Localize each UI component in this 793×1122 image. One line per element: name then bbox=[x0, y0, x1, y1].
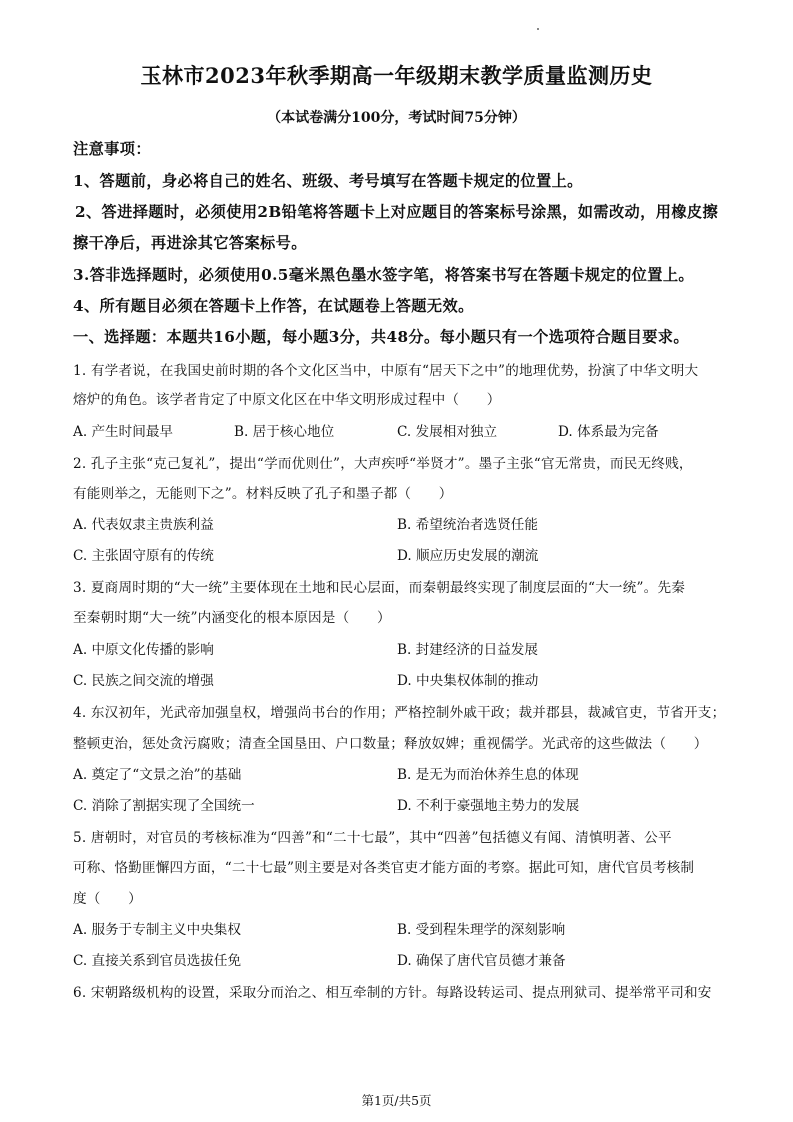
question-text: 3. 夏商周时期的“大一统”主要体现在土地和民心层面，而秦朝最终实现了制度层面的“大一统”。先秦 bbox=[73, 580, 686, 596]
option-a: A. 代表奴隶主贵族利益 bbox=[73, 517, 214, 533]
option-c: C. 消除了割据实现了全国统一 bbox=[73, 798, 255, 814]
question-text: 2. 孔子主张“克己复礼”，提出“学而优则仕”，大声疾呼“举贤才”。墨子主张“官无常贵，而民无终贱， bbox=[73, 456, 693, 472]
option-d: D. 体系最为完备 bbox=[558, 424, 659, 440]
option-a: A. 服务于专制主义中央集权 bbox=[73, 922, 241, 938]
option-d: D. 顺应历史发展的潮流 bbox=[397, 548, 539, 564]
notice-item: 擦干净后，再进涂其它答案标号。 bbox=[73, 234, 307, 252]
option-b: B. 受到程朱理学的深刻影响 bbox=[397, 922, 566, 938]
question-text: 至秦朝时期“大一统”内涵变化的根本原因是（ ） bbox=[73, 610, 391, 626]
question-text: 可称、恪勤匪懈四方面，“二十七最”则主要是对各类官吏才能方面的考察。据此可知，唐代官员考核制 bbox=[73, 860, 695, 876]
question-text: 熔炉的角色。该学者肯定了中原文化区在中华文明形成过程中（ ） bbox=[73, 392, 501, 408]
option-a: A. 奠定了“文景之治”的基础 bbox=[73, 767, 242, 783]
option-d: D. 确保了唐代官员德才兼备 bbox=[397, 953, 566, 969]
question-text: 有能则举之，无能则下之”。材料反映了孔子和墨子都（ ） bbox=[73, 486, 453, 502]
option-c: C. 发展相对独立 bbox=[397, 424, 498, 440]
option-c: C. 直接关系到官员选拔任免 bbox=[73, 953, 242, 969]
page-number: 第1页/共5页 bbox=[361, 1093, 432, 1108]
question-text: 1. 有学者说，在我国史前时期的各个文化区当中，中原有“居天下之中”的地理优势，扮演了中华文明大 bbox=[73, 363, 699, 379]
notice-item: 1、答题前，身必将自己的姓名、班级、考号填写在答题卡规定的位置上。 bbox=[73, 172, 583, 190]
exam-info: （本试卷满分100分，考试时间75分钟） bbox=[267, 110, 526, 126]
option-a: A. 产生时间最早 bbox=[73, 424, 174, 440]
notice-item: 4、所有题目必须在答题卡上作答，在试题卷上答题无效。 bbox=[73, 297, 474, 315]
option-b: B. 封建经济的日益发展 bbox=[397, 642, 538, 658]
scan-dot bbox=[537, 28, 539, 30]
question-text: 度（ ） bbox=[73, 891, 142, 907]
page-title: 玉林市2023年秋季期高一年级期末教学质量监测历史 bbox=[140, 63, 653, 88]
question-text: 6. 宋朝路级机构的设置，采取分而治之、相互牵制的方针。每路设转运司、提点刑狱司、提举常平司和安 bbox=[73, 985, 712, 1001]
option-c: C. 主张固守原有的传统 bbox=[73, 548, 214, 564]
option-b: B. 是无为而治休养生息的体现 bbox=[397, 767, 579, 783]
notice-heading: 注意事项： bbox=[73, 140, 151, 158]
option-d: D. 不利于豪强地主势力的发展 bbox=[397, 798, 580, 814]
option-d: D. 中央集权体制的推动 bbox=[397, 673, 539, 689]
section-heading: 一、选择题：本题共16小题，每小题3分，共48分。每小题只有一个选项符合题目要求。 bbox=[73, 328, 689, 346]
option-c: C. 民族之间交流的增强 bbox=[73, 673, 214, 689]
notice-item: 2、答进择题时，必须使用2B铅笔将答题卡上对应题目的答案标号涂黑，如需改动，用橡皮擦 bbox=[75, 203, 719, 221]
question-text: 4. 东汉初年，光武帝加强皇权，增强尚书台的作用；严格控制外戚干政；裁并郡县，裁减官吏，节省开支； bbox=[73, 705, 726, 721]
option-b: B. 居于核心地位 bbox=[234, 424, 335, 440]
option-b: B. 希望统治者选贤任能 bbox=[397, 517, 538, 533]
notice-item: 3.答非选择题时，必须使用0.5毫米黑色墨水签字笔，将答案书写在答题卡规定的位置上。 bbox=[73, 266, 695, 284]
question-text: 5. 唐朝时，对官员的考核标准为“四善”和“二十七最”，其中“四善”包括德义有闻、清慎明著、公平 bbox=[73, 830, 672, 846]
question-text: 整顿吏治，惩处贪污腐败；清查全国垦田、户口数量；释放奴婢；重视儒学。光武帝的这些做法（ ） bbox=[73, 736, 708, 752]
option-a: A. 中原文化传播的影响 bbox=[73, 642, 214, 658]
